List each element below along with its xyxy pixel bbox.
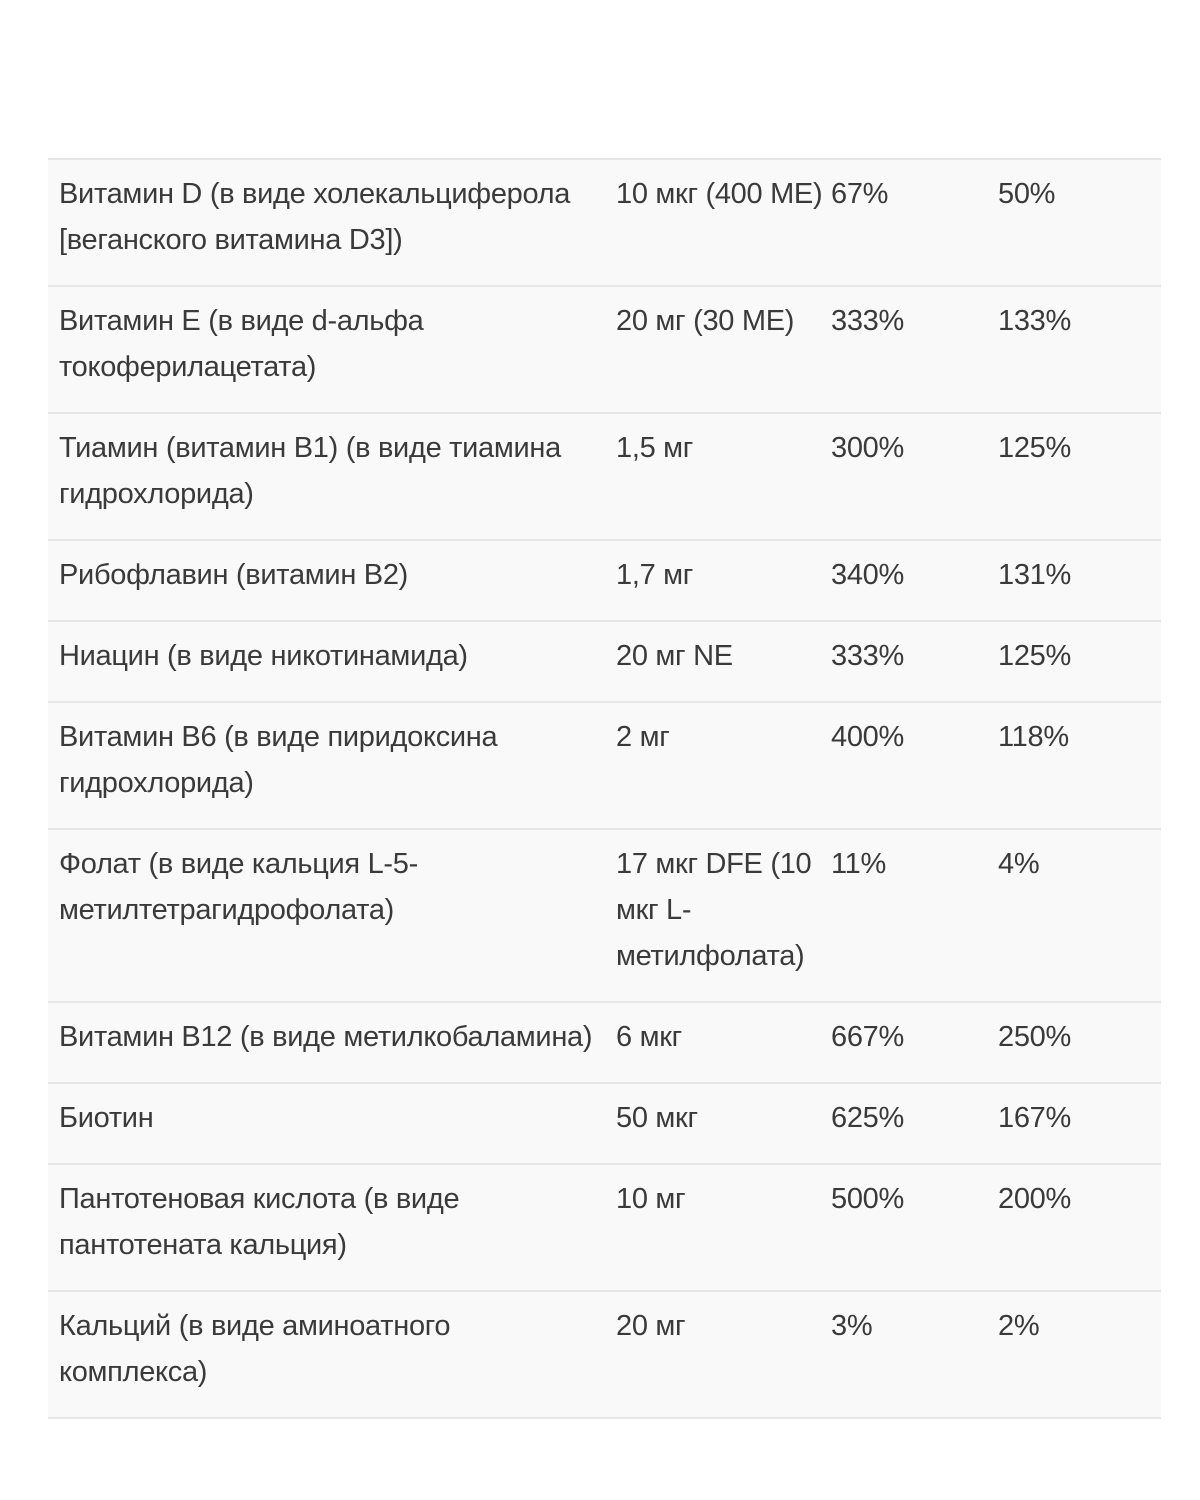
ingredient-percent-1: 625% [831, 1102, 904, 1134]
ingredient-amount: 2 мг [616, 721, 670, 753]
ingredient-percent-2: 125% [998, 432, 1071, 464]
table-row [48, 1291, 1161, 1418]
ingredient-percent-1: 667% [831, 1021, 904, 1053]
ingredient-percent-2: 125% [998, 640, 1071, 672]
ingredient-percent-1: 333% [831, 640, 904, 672]
table-row [48, 1002, 1161, 1083]
ingredient-name: Тиамин (витамин В1) (в виде тиамина гидрохлорида) [59, 432, 561, 510]
table-row [48, 621, 1161, 702]
ingredient-percent-1: 333% [831, 305, 904, 337]
table-row [48, 413, 1161, 540]
nutrition-table-container [48, 158, 1161, 1419]
nutrition-table [48, 158, 1161, 1419]
ingredient-percent-1: 400% [831, 721, 904, 753]
ingredient-name: Рибофлавин (витамин В2) [59, 559, 409, 591]
ingredient-amount: 50 мкг [616, 1102, 698, 1134]
ingredient-percent-2: 118% [998, 721, 1069, 753]
ingredient-name: Биотин [59, 1102, 154, 1134]
ingredient-percent-1: 300% [831, 432, 904, 464]
ingredient-percent-1: 67% [831, 178, 889, 210]
table-row [48, 286, 1161, 413]
ingredient-percent-2: 133% [998, 305, 1071, 337]
ingredient-percent-2: 131% [998, 559, 1071, 591]
table-row [48, 540, 1161, 621]
table-row [48, 1164, 1161, 1291]
ingredient-amount: 1,5 мг [616, 432, 694, 464]
ingredient-percent-2: 167% [998, 1102, 1071, 1134]
ingredient-percent-2: 200% [998, 1183, 1071, 1215]
ingredient-amount: 20 мг [616, 1310, 686, 1342]
ingredient-percent-2: 50% [998, 178, 1056, 210]
ingredient-amount: 17 мкг DFE (10 мкг L-метилфолата) [616, 848, 812, 972]
ingredient-name: Витамин В6 (в виде пиридоксина гидрохлорида) [59, 721, 498, 799]
ingredient-name: Пантотеновая кислота (в виде пантотената кальция) [59, 1183, 460, 1261]
ingredient-name: Фолат (в виде кальция L-5-метилтетрагидрофолата) [59, 848, 418, 926]
ingredient-percent-1: 11% [831, 848, 886, 880]
ingredient-name: Кальций (в виде аминоатного комплекса) [59, 1310, 451, 1388]
table-row [48, 1083, 1161, 1164]
ingredient-percent-1: 340% [831, 559, 904, 591]
ingredient-amount: 10 мкг (400 МЕ) [616, 178, 823, 210]
ingredient-percent-2: 4% [998, 848, 1040, 880]
ingredient-name: Витамин D (в виде холекальциферола [веганского витамина D3]) [59, 178, 571, 256]
ingredient-percent-2: 2% [998, 1310, 1040, 1342]
ingredient-percent-2: 250% [998, 1021, 1071, 1053]
ingredient-amount: 10 мг [616, 1183, 686, 1215]
ingredient-amount: 20 мг NE [616, 640, 733, 672]
table-row [48, 159, 1161, 286]
ingredient-amount: 20 мг (30 МЕ) [616, 305, 795, 337]
ingredient-name: Ниацин (в виде никотинамида) [59, 640, 468, 672]
ingredient-amount: 1,7 мг [616, 559, 694, 591]
table-row [48, 702, 1161, 829]
ingredient-percent-1: 500% [831, 1183, 904, 1215]
table-row [48, 829, 1161, 1002]
ingredient-name: Витамин В12 (в виде метилкобаламина) [59, 1021, 593, 1053]
ingredient-name: Витамин Е (в виде d-альфа токоферилацетата) [59, 305, 424, 383]
ingredient-amount: 6 мкг [616, 1021, 682, 1053]
ingredient-percent-1: 3% [831, 1310, 873, 1342]
